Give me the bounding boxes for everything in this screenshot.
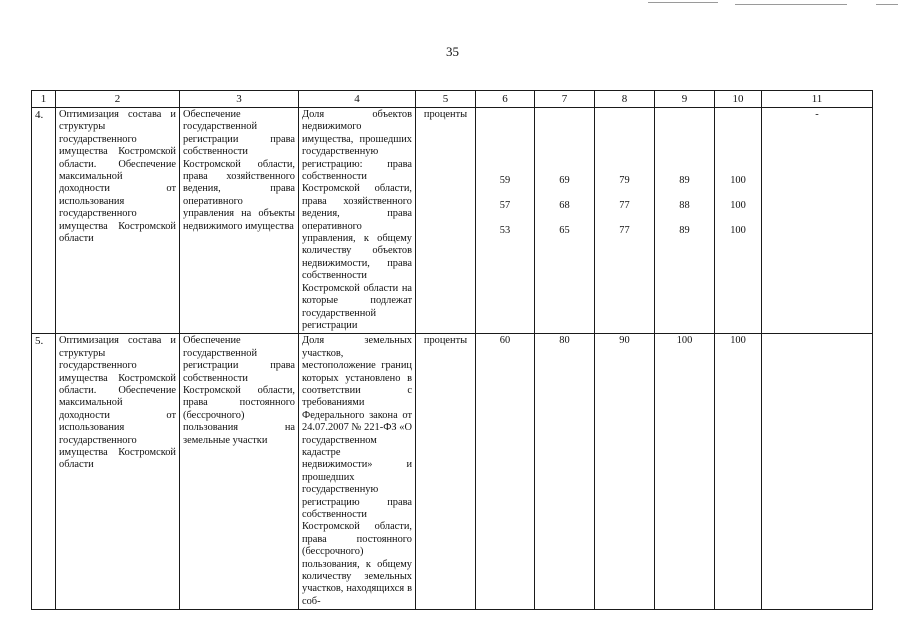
value-cell-col9: 100 bbox=[655, 334, 715, 610]
header-cell: 1 bbox=[32, 91, 56, 108]
header-cell: 9 bbox=[655, 91, 715, 108]
value: 65 bbox=[559, 225, 570, 236]
unit-cell: проценты bbox=[416, 108, 476, 334]
value-cell-col7: 80 bbox=[535, 334, 595, 610]
header-cell: 10 bbox=[715, 91, 762, 108]
value-cell-col8: 90 bbox=[595, 334, 655, 610]
header-row bbox=[32, 91, 873, 108]
value-cell-col10: 100 bbox=[715, 334, 762, 610]
header-cell: 5 bbox=[416, 91, 476, 108]
value: 68 bbox=[559, 200, 570, 211]
goal-cell: Оптимизация состава и структуры государственного имущества Костромской области. Обеспечение максимальной доходности от использования государственного имущества Костромской области bbox=[56, 334, 180, 610]
value-cell-col9 bbox=[655, 108, 715, 334]
unit-cell: проценты bbox=[416, 334, 476, 610]
notes-cell: - bbox=[762, 108, 873, 334]
scan-artifact-line bbox=[735, 4, 847, 5]
indicator-cell: Доля земельных участков, местоположение границ которых установлено в соответствии с требованиями Федерального закона от 24.07.2007 № 221-ФЗ «О государственном кадастре недвижимости» и прошедших государственную регистрацию права собственности Костромской области, права постоянного (бессрочного) пользования, к общему количеству земельных участков, находящихся в соб- bbox=[299, 334, 416, 610]
value: 57 bbox=[499, 200, 511, 211]
scan-artifact-line bbox=[876, 4, 898, 5]
notes-cell bbox=[762, 334, 873, 610]
header-cell: 11 bbox=[762, 91, 873, 108]
value: 69 bbox=[559, 175, 570, 186]
value: 100 bbox=[730, 200, 746, 211]
value: 79 bbox=[619, 175, 630, 186]
header-cell: 7 bbox=[535, 91, 595, 108]
scan-artifact-line bbox=[648, 2, 718, 3]
value: 89 bbox=[679, 175, 690, 186]
header-cell: 2 bbox=[56, 91, 180, 108]
row-number: 5. bbox=[32, 334, 56, 610]
value: 88 bbox=[679, 200, 690, 211]
value-cell-col6: 60 bbox=[476, 334, 535, 610]
header-cell: 8 bbox=[595, 91, 655, 108]
header-cell: 6 bbox=[476, 91, 535, 108]
task-cell: Обеспечение государственной регистрации права собственности Костромской области, права постоянного (бессрочного) пользования на земельные участки bbox=[180, 334, 299, 610]
value: 77 bbox=[619, 225, 630, 236]
value-cell-col6 bbox=[476, 108, 535, 334]
value-cell-col10 bbox=[715, 108, 762, 334]
value: 100 bbox=[730, 225, 746, 236]
row-number: 4. bbox=[32, 108, 56, 334]
value: 53 bbox=[499, 225, 511, 236]
table-row bbox=[32, 108, 873, 334]
value-cell-col8 bbox=[595, 108, 655, 334]
value-cell-col7 bbox=[535, 108, 595, 334]
value: 89 bbox=[679, 225, 690, 236]
task-cell: Обеспечение государственной регистрации права собственности Костромской области, права хозяйственного ведения, права оперативного управления на объекты недвижимого имущества bbox=[180, 108, 299, 334]
header-cell: 3 bbox=[180, 91, 299, 108]
goal-cell: Оптимизация состава и структуры государственного имущества Костромской области. Обеспечение максимальной доходности от использования государственного имущества Костромской области bbox=[56, 108, 180, 334]
value: 59 bbox=[499, 175, 511, 186]
indicators-table bbox=[31, 90, 873, 610]
indicator-cell: Доля объектов недвижимого имущества, прошедших государственную регистрацию: права собственности Костромской области, права хозяйственного ведения, права оперативного управления, к общему количеству объектов недвижимости, права собственности Костромской области на которые подлежат государственной регистрации bbox=[299, 108, 416, 334]
header-cell: 4 bbox=[299, 91, 416, 108]
page-number: 35 bbox=[446, 44, 459, 59]
table-row bbox=[32, 334, 873, 610]
value: 100 bbox=[730, 175, 746, 186]
value: 77 bbox=[619, 200, 630, 211]
